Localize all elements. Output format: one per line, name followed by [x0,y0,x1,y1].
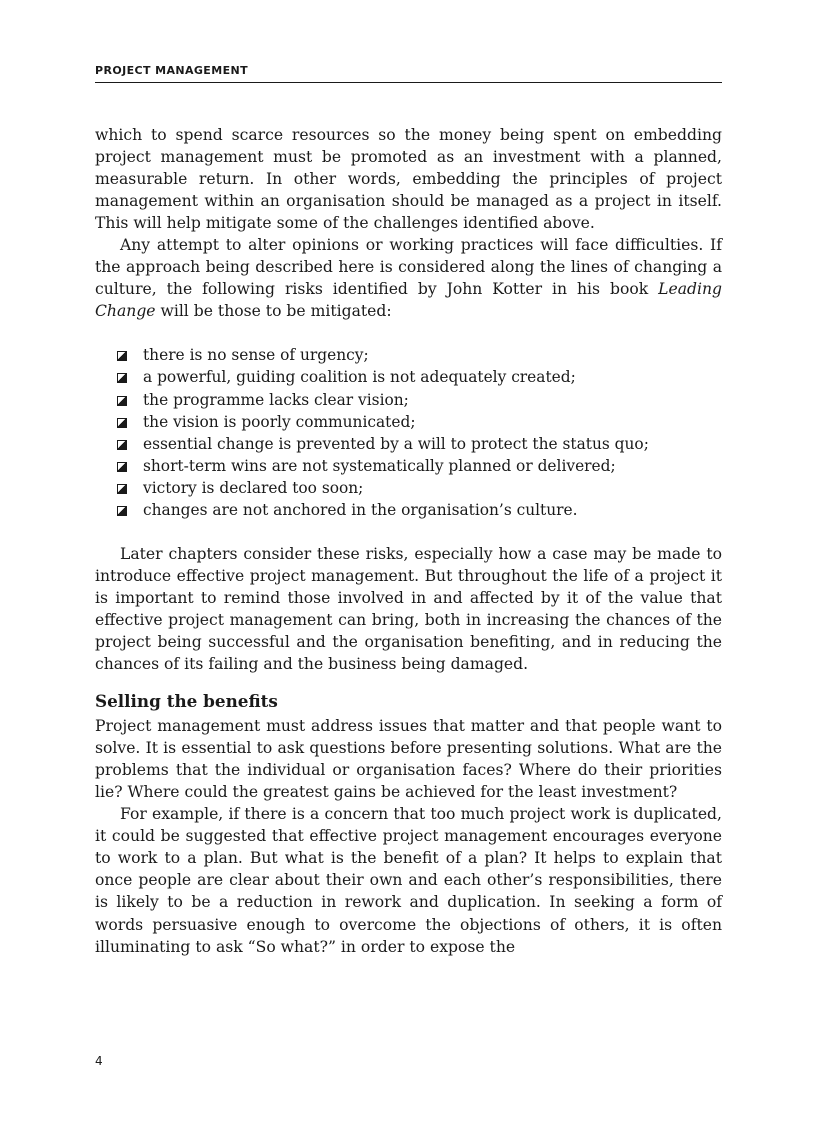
list-item [117,477,722,499]
paragraph-example-duplication: For example, if there is a concern that too much project work is duplicated, it could be suggested that effective project management encourages everyone to work to a plan. But what is the benefit of a plan? It helps to explain that once people are clear about their own and each other’s responsibilities, there is likely to be a reduction in rework and duplication. In seeking a form of words persuasive enough to overcome the objections of others, it is often illuminating to ask “So what?” in order to expose the [95,805,722,956]
bullet-square-icon [117,396,127,406]
kotter-risks-list [95,344,722,520]
list-item [117,455,722,477]
list-item [117,433,722,455]
paragraph-address-issues: Project management must address issues that matter and that people want to solve. It is essential to ask questions before presenting solutions. What are the problems that the individual or organisation faces? Where do their priorities lie? Where could the greatest gains be achieved for the least investment? [95,717,722,802]
bullet-square-icon [117,484,127,494]
header-rule [95,82,722,83]
list-item [117,411,722,433]
kotter-intro-ending: will be those to be mitigated: [155,302,392,321]
book-title: Leading Change [95,280,722,321]
list-item-text: essential change is prevented by a will to protect the status quo; [143,434,649,453]
body-text [95,124,722,958]
list-item-text: there is no sense of urgency; [143,346,369,365]
bullet-square-icon [117,440,127,450]
paragraph-embedding-investment: which to spend scarce resources so the money being spent on embedding project management must be promoted as an investment with a planned, measurable return. In other words, embedding the principles of project management within an organisation should be managed as a project in itself. This will help mitigate some of the challenges identified above. [95,126,722,233]
list-item [117,366,722,388]
paragraph-kotter-intro [95,234,722,322]
paragraph-later-chapters: Later chapters consider these risks, especially how a case may be made to introduce effective project management. But throughout the life of a project it is important to remind those involved in and affected by it of the value that effective project management can bring, both in increasing the chances of the project being successful and the organisation benefiting, and in reducing the chances of its failing and the business being damaged. [95,544,722,674]
section-heading: Selling the benefits [95,691,278,712]
bullet-square-icon [117,373,127,383]
list-item-text: short-term wins are not systematically planned or delivered; [143,456,616,475]
page-number: 4 [95,1054,103,1068]
running-head: PROJECT MANAGEMENT [95,64,248,77]
list-item-text: victory is declared too soon; [143,478,364,497]
list-item-text: a powerful, guiding coalition is not adequately created; [143,368,576,387]
bullet-square-icon [117,418,127,428]
list-item [117,389,722,411]
list-item-text: changes are not anchored in the organisation’s culture. [143,500,578,519]
list-item-text: the programme lacks clear vision; [143,390,409,409]
kotter-intro-text: Any attempt to alter opinions or working practices will face difficulties. If the approach being described here is considered along the lines of changing a culture, the following risks identified by John Kotter in his book [95,236,722,299]
bullet-square-icon [117,351,127,361]
bullet-square-icon [117,506,127,516]
list-item-text: the vision is poorly communicated; [143,412,416,431]
list-item [117,499,722,521]
bullet-square-icon [117,462,127,472]
list-item [117,344,722,366]
